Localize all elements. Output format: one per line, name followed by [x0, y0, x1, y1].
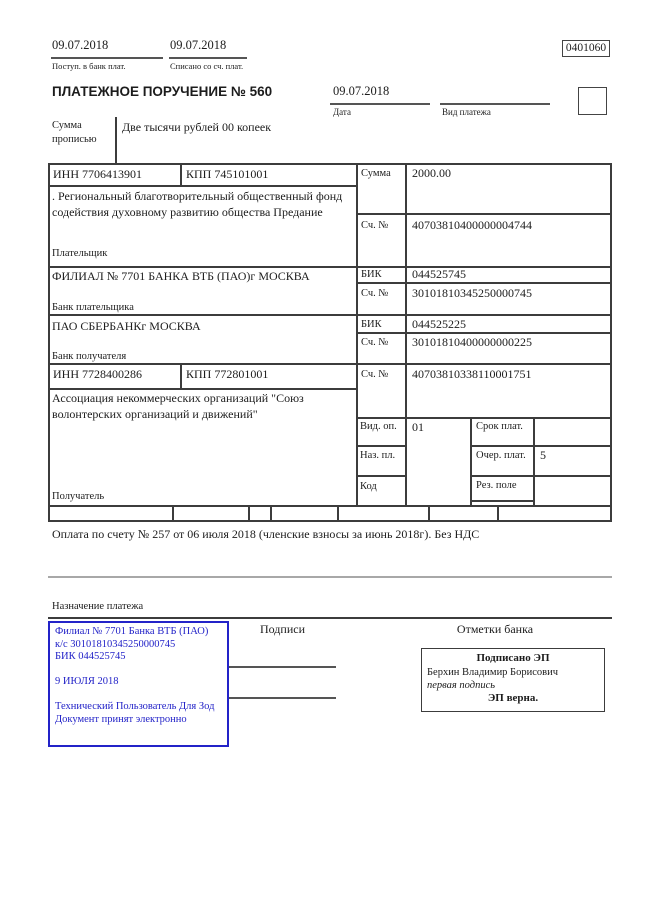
reserve-field-label: Рез. поле — [476, 480, 517, 491]
esign-title: Подписано ЭП — [476, 652, 550, 664]
stamp-accepted: Документ принят электронно — [55, 713, 187, 725]
pay-term-label: Срок плат. — [476, 421, 523, 432]
amount-value: 2000.00 — [412, 166, 451, 180]
payee-bank-bik-label: БИК — [361, 319, 382, 330]
amount-in-words-label: Сумма прописью — [52, 120, 97, 145]
table-border-h — [470, 445, 612, 447]
bank-marks-header: Отметки банка — [456, 622, 534, 636]
document-title: ПЛАТЕЖНОЕ ПОРУЧЕНИЕ № 560 — [52, 84, 273, 99]
table-border-v — [180, 163, 182, 187]
op-type-label: Вид. оп. — [360, 421, 397, 432]
received-in-bank-date: 09.07.2018 — [52, 38, 109, 52]
payer-bank-bik: 044525745 — [412, 267, 466, 281]
amount-in-words-value: Две тысячи рублей 00 копеек — [122, 120, 272, 134]
payer-bank-account: 30101810345250000745 — [412, 286, 532, 300]
table-border-h — [48, 520, 612, 522]
payer-bank-name: ФИЛИАЛ № 7701 БАНКА ВТБ (ПАО)г МОСКВА — [52, 269, 310, 283]
pay-order-label: Очер. плат. — [476, 450, 526, 461]
stamp-spacer — [55, 688, 222, 701]
payer-inn: ИНН 7706413901 — [53, 167, 142, 181]
table-border-h — [48, 363, 612, 365]
payee-bank-account: 30101810400000000225 — [412, 335, 532, 349]
table-border-h — [48, 163, 612, 165]
table-border-h — [470, 475, 612, 477]
payee-bank-label: Банк получателя — [52, 351, 127, 362]
payee-account-label: Сч. № — [361, 369, 389, 380]
payment-type-label: Вид платежа — [442, 107, 491, 117]
payee-kpp: КПП 772801001 — [186, 367, 269, 381]
esign-verified: ЭП верна. — [487, 692, 539, 704]
payee-account: 40703810338110001751 — [412, 367, 532, 381]
payer-name: . Региональный благотворительный общественный фонд содействия духовному развитию общества Предание — [52, 189, 343, 219]
stamp-bik: БИК 044525745 — [55, 651, 126, 663]
payer-bank-account-label: Сч. № — [361, 288, 389, 299]
code-label: Код — [360, 481, 377, 492]
table-border-h — [356, 445, 407, 447]
payer-account-label: Сч. № — [361, 220, 389, 231]
date-underline — [330, 103, 430, 105]
tax-row-divider — [172, 505, 174, 522]
amount-label: Сумма — [361, 168, 391, 179]
esign-signer: Берхин Владимир Борисович — [427, 666, 558, 678]
stamp-bank-name: Филиал № 7701 Банка ВТБ (ПАО) — [55, 626, 209, 637]
table-border-h — [356, 332, 612, 334]
table-border-v — [180, 363, 182, 390]
document-date-value: 09.07.2018 — [333, 84, 390, 98]
table-border-v — [610, 163, 612, 522]
table-border-h — [48, 505, 612, 507]
stamp-corr-account: к/с 30101810345250000745 — [55, 638, 176, 650]
table-border-h — [356, 417, 612, 419]
payment-purpose-text: Оплата по счету № 257 от 06 июля 2018 (членские взносы за июнь 2018г). Без НДС — [52, 527, 480, 541]
pay-order-value: 5 — [540, 448, 546, 462]
payee-bank-account-label: Сч. № — [361, 337, 389, 348]
received-date-underline — [51, 57, 163, 59]
pay-purpose-code-label: Наз. пл. — [360, 450, 396, 461]
payer-bank-label: Банк плательщика — [52, 302, 134, 313]
payer-label: Плательщик — [52, 248, 108, 259]
table-border-v — [533, 417, 535, 507]
received-in-bank-label: Поступ. в банк плат. — [52, 61, 126, 71]
payment-type-underline — [440, 103, 550, 105]
payee-name: Ассоциация некоммерческих организаций "Союз волонтерских организаций и движений" — [52, 391, 304, 421]
stamp-spacer — [55, 664, 222, 676]
tax-row-divider — [248, 505, 250, 522]
table-border-v — [48, 163, 50, 522]
stamp-user: Технический Пользователь Для Зод — [55, 701, 215, 713]
payment-type-box — [578, 87, 607, 115]
bank-electronic-stamp — [48, 621, 229, 747]
table-border-h — [48, 266, 612, 268]
payee-bank-bik: 044525225 — [412, 317, 466, 331]
payer-bank-bik-label: БИК — [361, 269, 382, 280]
table-border-v — [470, 417, 472, 507]
table-border-h — [356, 213, 612, 215]
table-border-h — [356, 475, 407, 477]
debited-date-underline — [169, 57, 247, 59]
table-border-h — [48, 388, 358, 390]
esign-signature-kind: первая подпись — [427, 679, 496, 691]
table-border-h — [48, 314, 612, 316]
table-border-h — [48, 185, 358, 187]
purpose-field-line — [48, 576, 612, 578]
stamp-date: 9 ИЮЛЯ 2018 — [55, 675, 119, 687]
payer-account: 40703810400000004744 — [412, 218, 532, 232]
signature-line-1 — [229, 666, 336, 668]
payee-label: Получатель — [52, 491, 105, 502]
debited-date: 09.07.2018 — [170, 38, 227, 52]
footer-top-border — [48, 617, 612, 619]
debited-label: Списано со сч. плат. — [170, 61, 244, 71]
table-border-v — [405, 163, 407, 507]
signatures-header: Подписи — [259, 622, 306, 636]
table-border-h — [470, 500, 535, 502]
tax-row-divider — [428, 505, 430, 522]
payee-bank-name: ПАО СБЕРБАНКг МОСКВА — [52, 319, 201, 333]
table-border-h — [356, 282, 612, 284]
signature-line-2 — [229, 697, 336, 699]
form-code-box: 0401060 — [562, 40, 610, 57]
payee-inn: ИНН 7728400286 — [53, 367, 142, 381]
tax-row-divider — [497, 505, 499, 522]
date-label: Дата — [333, 107, 351, 117]
tax-row-divider — [337, 505, 339, 522]
amount-words-divider — [115, 117, 117, 163]
tax-row-divider — [270, 505, 272, 522]
payment-purpose-label: Назначение платежа — [52, 601, 144, 612]
esign-box — [421, 648, 605, 712]
payer-kpp: КПП 745101001 — [186, 167, 269, 181]
op-type-value: 01 — [412, 420, 424, 434]
